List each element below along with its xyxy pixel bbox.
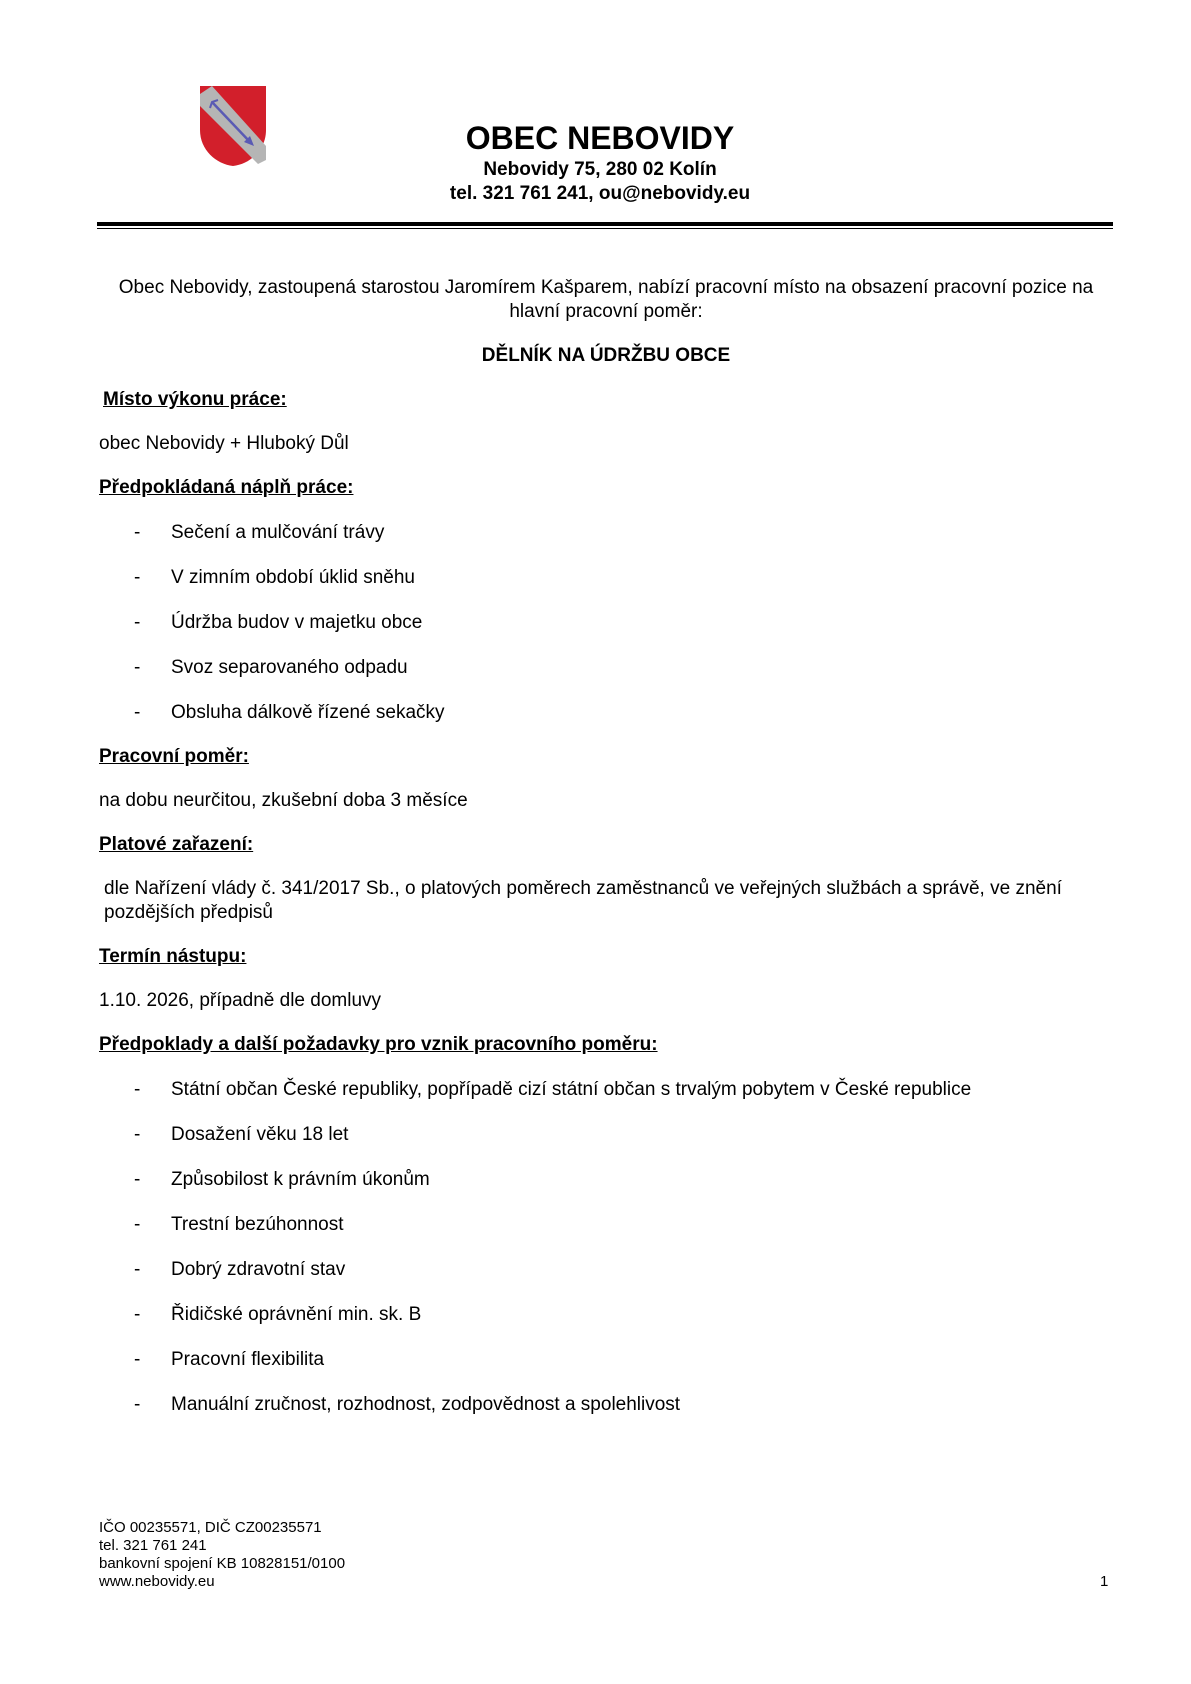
duties-heading: Předpokládaná náplň práce: <box>99 477 354 498</box>
list-item: - Dobrý zdravotní stav <box>134 1259 346 1280</box>
list-dash: - <box>134 1079 141 1100</box>
footer-info <box>99 1519 345 1591</box>
list-item: - Státní občan České republiky, popřípadě cizí státní občan s trvalým pobytem v České republice <box>134 1079 972 1100</box>
list-item: - Trestní bezúhonnost <box>134 1214 344 1235</box>
list-dash: - <box>134 1169 141 1190</box>
salary-heading: Platové zařazení: <box>99 834 254 855</box>
duties-list <box>99 521 1113 725</box>
list-dash: - <box>134 1259 141 1280</box>
municipality-contact: tel. 321 761 241, ou@nebovidy.eu <box>449 183 751 204</box>
list-item: - Obsluha dálkově řízené sekačky <box>134 702 445 723</box>
requirements-list <box>99 1078 1113 1417</box>
list-item: - Dosažení věku 18 let <box>134 1124 349 1145</box>
list-item: - Sečení a mulčování trávy <box>134 522 385 543</box>
footer-web: www.nebovidy.eu <box>99 1573 215 1590</box>
place-text: obec Nebovidy + Hluboký Důl <box>99 433 349 454</box>
footer-bank: bankovní spojení KB 10828151/0100 <box>99 1555 346 1572</box>
employment-text: na dobu neurčitou, zkušební doba 3 měsíce <box>99 790 468 811</box>
list-item: - Řidičské oprávnění min. sk. B <box>134 1304 422 1325</box>
salary-text: dle Nařízení vlády č. 341/2017 Sb., o platových poměrech zaměstnanců ve veřejných službách a správě, ve znění pozdějších předpisů <box>104 878 1062 923</box>
header-divider <box>97 222 1113 229</box>
list-dash: - <box>134 657 141 678</box>
municipality-name: OBEC NEBOVIDY <box>465 120 735 156</box>
intro-paragraph: Obec Nebovidy, zastoupená starostou Jaromírem Kašparem, nabízí pracovní místo na obsazení pracovní pozice na hlavní pracovní poměr: <box>118 277 1094 322</box>
list-item: - Svoz separovaného odpadu <box>134 657 408 678</box>
position-title: DĚLNÍK NA ÚDRŽBU OBCE <box>481 345 731 366</box>
crest-icon <box>198 84 268 168</box>
list-dash: - <box>134 1304 141 1325</box>
list-dash: - <box>134 522 141 543</box>
list-item: - Způsobilost k právním úkonům <box>134 1169 430 1190</box>
document-body <box>99 276 1113 1417</box>
list-item: - V zimním období úklid sněhu <box>134 567 415 588</box>
page-number: 1 <box>1100 1573 1109 1590</box>
requirements-heading: Předpoklady a další požadavky pro vznik pracovního poměru: <box>99 1034 658 1055</box>
place-heading: Místo výkonu práce: <box>103 389 287 410</box>
list-dash: - <box>134 1349 141 1370</box>
start-text: 1.10. 2026, případně dle domluvy <box>99 990 382 1011</box>
municipality-address: Nebovidy 75, 280 02 Kolín <box>483 159 717 180</box>
employment-heading: Pracovní poměr: <box>99 746 249 767</box>
list-dash: - <box>134 567 141 588</box>
list-dash: - <box>134 702 141 723</box>
municipal-crest <box>198 84 268 168</box>
list-item: - Manuální zručnost, rozhodnost, zodpovědnost a spolehlivost <box>134 1394 681 1415</box>
list-dash: - <box>134 1214 141 1235</box>
list-item: - Pracovní flexibilita <box>134 1349 325 1370</box>
letterhead <box>330 118 870 206</box>
list-dash: - <box>134 1394 141 1415</box>
footer-tel: tel. 321 761 241 <box>99 1537 207 1554</box>
list-dash: - <box>134 1124 141 1145</box>
list-dash: - <box>134 612 141 633</box>
list-item: - Údržba budov v majetku obce <box>134 612 423 633</box>
footer-ico: IČO 00235571, DIČ CZ00235571 <box>99 1519 322 1536</box>
start-heading: Termín nástupu: <box>99 946 247 967</box>
